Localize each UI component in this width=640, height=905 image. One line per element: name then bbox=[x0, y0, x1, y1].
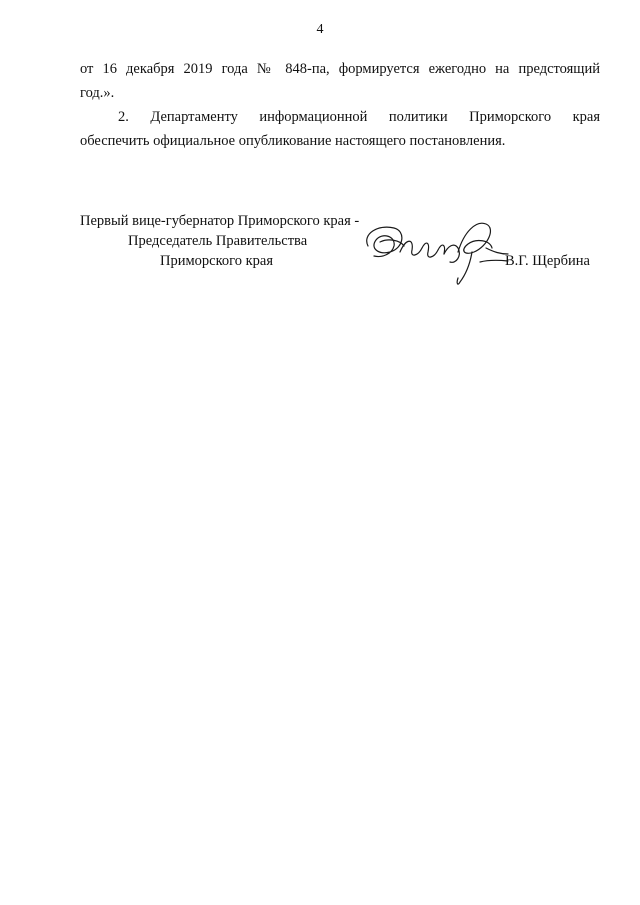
paragraph-1-line-1: от 16 декабря 2019 года № 848-па, формируется ежегодно на предстоящий bbox=[80, 61, 600, 77]
handwritten-signature bbox=[360, 212, 510, 292]
position-line-2: Председатель Правительства bbox=[128, 233, 308, 249]
position-line-1: Первый вице-губернатор Приморского края - bbox=[80, 213, 360, 229]
page-number: 4 bbox=[316, 22, 324, 37]
paragraph-2-line-1: 2. Департаменту информационной политики Приморского края bbox=[118, 109, 600, 125]
paragraph-1 bbox=[80, 57, 600, 105]
signer-name: В.Г. Щербина bbox=[505, 253, 590, 269]
paragraph-2-line-2: обеспечить официальное опубликование настоящего постановления. bbox=[80, 133, 506, 149]
paragraph-1-line-2: год.». bbox=[80, 85, 115, 101]
position-line-3: Приморского края bbox=[160, 253, 274, 269]
paragraph-2 bbox=[80, 105, 600, 153]
signatory-position bbox=[80, 211, 380, 271]
